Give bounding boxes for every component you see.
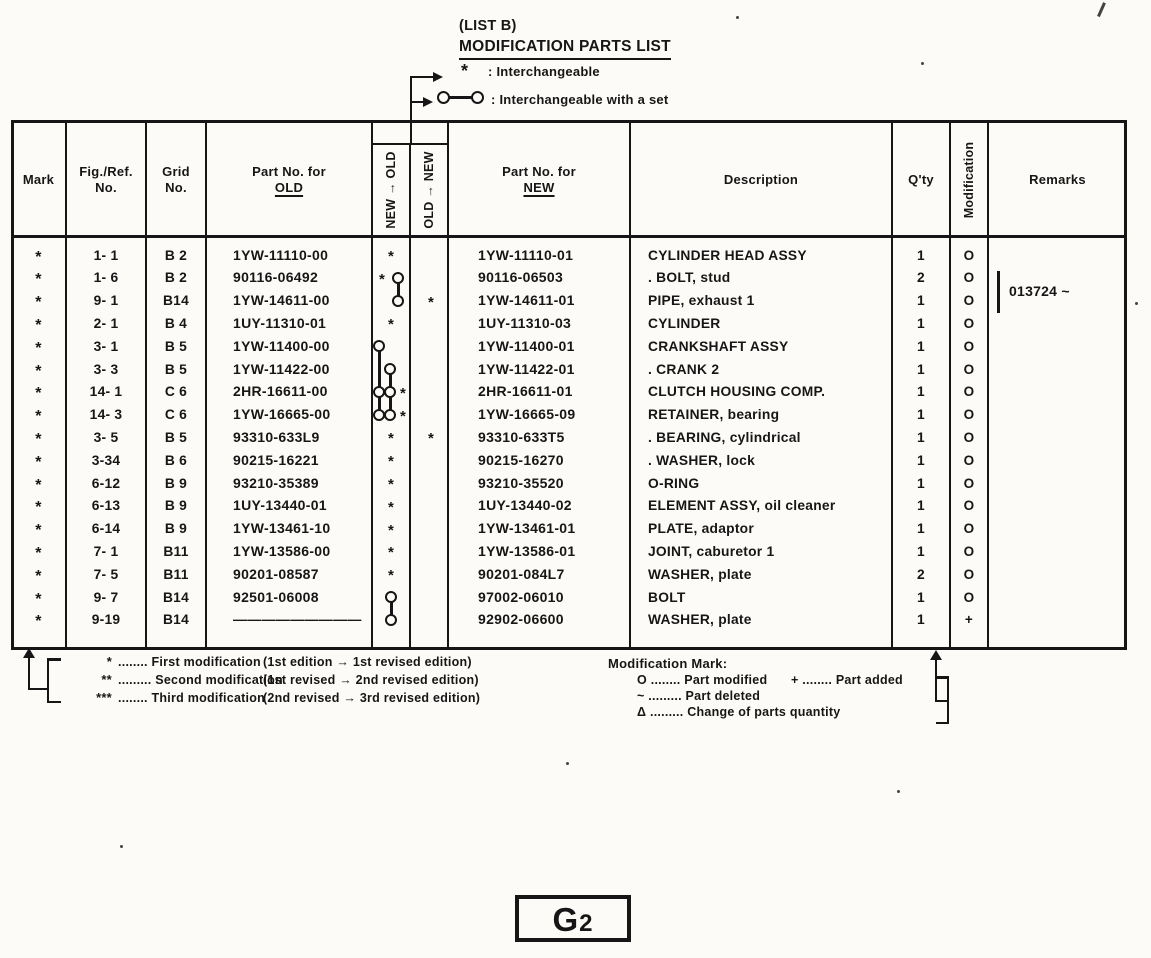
modification-mark-heading: Modification Mark: [608, 656, 728, 671]
legend-connector-line [410, 101, 424, 104]
table-row [11, 335, 1127, 358]
cell-fig-ref: 9- 7 [93, 589, 119, 605]
set-link-icon [449, 96, 473, 99]
interchange-circle-icon [373, 340, 385, 352]
cell-mark: * [35, 431, 42, 448]
table-row [11, 358, 1127, 381]
cell-mark: * [35, 317, 42, 334]
scan-mark [1097, 2, 1105, 17]
cell-mark: * [35, 294, 42, 312]
cell-old-part: 2HR-16611-00 [233, 383, 328, 400]
cell-mod: O [963, 498, 975, 514]
cell-desc: JOINT, caburetor 1 [648, 544, 775, 559]
cell-new-part: 93210-35520 [478, 474, 564, 491]
col-header-description: Description [723, 172, 799, 187]
cell-new-part: 1UY-13440-02 [478, 497, 572, 514]
cell-mark: * [35, 522, 42, 540]
remarks-note: 013724 ~ [1009, 283, 1070, 299]
interchange-asterisk-icon: * [387, 476, 395, 494]
cell-qty: 1 [917, 384, 925, 400]
cell-fig-ref: 1- 6 [93, 270, 119, 286]
mod-mark-label: Part modified [684, 673, 768, 687]
cell-mark: * [35, 545, 42, 562]
scan-mark [120, 845, 123, 848]
col-header-fig-ref [66, 164, 146, 196]
table-row [11, 586, 1127, 609]
interchangeable-set-label: : Interchangeable with a set [491, 92, 669, 107]
footnote-bracket [47, 658, 50, 703]
table-row [11, 517, 1127, 540]
cell-qty: 1 [917, 544, 925, 559]
scan-mark [1135, 302, 1138, 305]
interchange-circle-icon [392, 295, 404, 307]
interchange-asterisk-icon: * [387, 521, 395, 539]
cell-old-part: 1YW-13586-00 [233, 543, 331, 559]
cell-mark: * [35, 385, 42, 403]
interchange-asterisk-icon: * [427, 430, 435, 448]
legend-arrow-icon [423, 97, 433, 107]
interchange-circle-icon [384, 409, 396, 421]
cell-mod: O [963, 589, 975, 605]
cell-old-part: 92501-06008 [233, 588, 319, 605]
interchange-circle-icon [384, 363, 396, 375]
cell-mark: * [35, 453, 42, 471]
interchange-asterisk-icon: * [387, 316, 395, 334]
cell-desc: CYLINDER [648, 316, 721, 331]
cell-new-part: 1YW-11110-01 [478, 246, 574, 263]
cell-fig-ref: 6-14 [91, 521, 121, 537]
asterisk-legend-detail: (1st revised → 2nd revised edition) [263, 673, 479, 687]
col-header-grid-line2: No. [165, 180, 187, 195]
cell-desc: CRANKSHAFT ASSY [648, 338, 789, 354]
cell-mark: * [35, 476, 42, 494]
cell-fig-ref: 3-34 [91, 452, 121, 468]
col-header-grid [146, 164, 206, 196]
cell-desc: . BOLT, stud [648, 270, 731, 286]
cell-new-part: 1YW-11400-01 [478, 337, 575, 354]
cell-grid: B 9 [164, 521, 188, 537]
cell-new-part: 1YW-16665-09 [478, 406, 576, 423]
cell-qty: 1 [917, 430, 925, 445]
cell-qty: 1 [917, 407, 925, 423]
cell-new-part: 1UY-11310-03 [478, 315, 572, 331]
table-row [11, 403, 1127, 426]
cell-old-part: 90201-08587 [233, 565, 319, 582]
arrow-columns-top-line [371, 143, 449, 145]
scan-mark [897, 790, 900, 793]
legend-connector-line [410, 77, 413, 143]
cell-grid: B 2 [164, 247, 188, 263]
asterisk-legend-detail: (1st edition → 1st revised edition) [263, 655, 472, 669]
cell-new-part: 1YW-14611-01 [478, 292, 575, 309]
table-row [11, 608, 1127, 631]
table-header-separator [11, 235, 1127, 238]
interchange-circle-icon [392, 272, 404, 284]
asterisk-legend-label: Second modification [155, 673, 283, 687]
cell-mark: * [35, 248, 42, 266]
table-row [11, 472, 1127, 495]
cell-desc: BOLT [648, 589, 686, 605]
cell-qty: 1 [917, 293, 925, 309]
cell-mod: O [963, 475, 975, 491]
cell-mod: + [964, 612, 974, 628]
interchange-asterisk-icon: * [387, 430, 395, 448]
cell-fig-ref: 9- 1 [93, 293, 119, 309]
page-title: MODIFICATION PARTS LIST [459, 38, 671, 60]
leader-dots: ........ [118, 655, 148, 669]
cell-mod: O [963, 384, 975, 400]
mod-mark-symbol: O [637, 673, 647, 687]
cell-qty: 1 [917, 521, 925, 537]
cell-old-part: 90116-06492 [233, 269, 319, 286]
cell-desc: CLUTCH HOUSING COMP. [648, 384, 826, 400]
cell-grid: B11 [163, 544, 189, 559]
footnote-connector-line [28, 656, 31, 690]
table-row [11, 426, 1127, 449]
cell-old-part: 1YW-14611-00 [233, 292, 330, 309]
cell-fig-ref: 3- 1 [93, 338, 119, 354]
asterisk-legend-symbol: ** [101, 672, 112, 687]
asterisk-legend-label: First modification [151, 655, 261, 669]
remarks-bracket [997, 271, 1000, 313]
col-header-new-part [448, 164, 630, 196]
cell-new-part: 97002-06010 [478, 588, 564, 605]
cell-desc: PIPE, exhaust 1 [648, 293, 755, 309]
cell-qty: 2 [917, 566, 925, 582]
set-link-icon [471, 91, 484, 104]
cell-desc: . BEARING, cylindrical [648, 430, 801, 445]
cell-qty: 1 [917, 338, 925, 354]
cell-mod: O [963, 452, 975, 468]
col-header-new-part-line1: Part No. for [502, 164, 576, 179]
interchange-asterisk-icon: * [387, 248, 395, 266]
cell-grid: B 9 [164, 475, 188, 491]
col-header-fig-ref-line2: No. [95, 180, 117, 195]
cell-old-part: 1YW-13461-10 [233, 520, 331, 537]
cell-old-part: 90215-16221 [233, 451, 319, 468]
interchange-asterisk-icon: * [387, 453, 395, 471]
cell-old-part: 1YW-11110-00 [233, 246, 329, 263]
cell-old-part: 93210-35389 [233, 474, 319, 491]
cell-grid: B 5 [164, 430, 188, 445]
cell-fig-ref: 3- 5 [93, 430, 119, 445]
col-header-remarks: Remarks [1029, 172, 1086, 187]
col-header-old-part-line1: Part No. for [252, 164, 326, 179]
cell-fig-ref: 2- 1 [93, 316, 119, 331]
mod-mark-connector-line [936, 700, 948, 703]
cell-grid: C 6 [164, 407, 188, 423]
cell-desc: . CRANK 2 [648, 361, 720, 377]
cell-new-part: 1YW-13586-01 [478, 543, 576, 559]
col-header-old-part-line2: OLD [274, 180, 304, 195]
cell-desc: ELEMENT ASSY, oil cleaner [648, 498, 836, 514]
cell-old-part: 1YW-16665-00 [233, 406, 331, 423]
cell-fig-ref: 9-19 [91, 612, 121, 628]
asterisk-legend-entry [118, 673, 283, 687]
cell-grid: C 6 [164, 384, 188, 400]
cell-new-part: 1YW-13461-01 [478, 520, 576, 537]
cell-mod: O [963, 247, 975, 263]
table-row [11, 312, 1127, 335]
mod-mark-label: Change of parts quantity [687, 705, 841, 719]
mod-mark-symbol: + [791, 673, 799, 687]
cell-mark: * [35, 613, 42, 631]
cell-desc: WASHER, plate [648, 566, 752, 582]
cell-mod: O [963, 430, 975, 445]
cell-mod: O [963, 566, 975, 582]
cell-old-part: 1YW-11422-00 [233, 360, 330, 377]
modification-mark-entry [637, 689, 760, 703]
table-row [11, 289, 1127, 312]
modification-mark-entry [637, 673, 767, 687]
cell-mark: * [35, 499, 42, 517]
col-header-grid-line1: Grid [162, 164, 190, 179]
cell-desc: PLATE, adaptor [648, 521, 754, 537]
table-row [11, 244, 1127, 267]
cell-fig-ref: 7- 5 [93, 566, 119, 582]
cell-grid: B14 [162, 612, 190, 628]
legend-arrow-icon [433, 72, 443, 82]
col-header-fig-ref-line1: Fig./Ref. [79, 164, 133, 179]
scan-mark [921, 62, 924, 65]
leader-dots: ......... [118, 673, 152, 687]
interchange-circle-icon [385, 591, 397, 603]
cell-mod: O [963, 544, 975, 559]
scan-mark [736, 16, 739, 19]
interchange-circle-icon [385, 614, 397, 626]
cell-qty: 1 [917, 498, 925, 514]
cell-mod: O [963, 270, 975, 286]
col-header-mark: Mark [22, 172, 55, 187]
cell-desc: RETAINER, bearing [648, 407, 780, 423]
cell-mod: O [963, 407, 975, 423]
mod-mark-symbol: Δ [637, 705, 647, 719]
modification-parts-table [11, 120, 1127, 650]
table-row [11, 266, 1127, 289]
leader-dots: ........ [118, 691, 148, 705]
col-header-old-to-new: OLD → NEW [422, 151, 436, 229]
cell-fig-ref: 14- 1 [89, 384, 123, 400]
cell-old-part: 93310-633L9 [233, 429, 320, 445]
cell-grid: B 2 [164, 270, 188, 286]
asterisk-legend-label: Third modification [151, 691, 266, 705]
col-header-new-to-old: NEW → OLD [384, 151, 398, 229]
interchange-circle-icon [384, 386, 396, 398]
mod-mark-symbol: ~ [637, 689, 645, 703]
table-border [11, 120, 1127, 123]
cell-new-part: 90201-084L7 [478, 565, 565, 582]
interchange-asterisk-icon: * [378, 270, 386, 288]
cell-desc: . WASHER, lock [648, 452, 755, 468]
cell-new-part: 1YW-11422-01 [478, 360, 575, 377]
interchange-asterisk-icon: * [387, 498, 395, 516]
cell-desc: CYLINDER HEAD ASSY [648, 247, 807, 263]
col-header-modification: Modification [962, 141, 976, 219]
cell-mark: * [35, 339, 42, 357]
col-header-qty: Q'ty [908, 172, 934, 187]
cell-desc: WASHER, plate [648, 612, 752, 628]
cell-fig-ref: 7- 1 [93, 544, 119, 559]
cell-qty: 1 [917, 475, 925, 491]
leader-dots: ......... [648, 689, 682, 703]
cell-mod: O [963, 521, 975, 537]
asterisk-legend-symbol: *** [96, 690, 112, 705]
cell-mark: * [35, 567, 42, 585]
cell-old-part: 1YW-11400-00 [233, 337, 330, 354]
cell-mark: * [35, 408, 42, 426]
footnote-bracket [47, 658, 61, 661]
page-label: G2 [552, 901, 594, 938]
cell-fig-ref: 6-13 [91, 498, 121, 514]
cell-qty: 1 [917, 316, 925, 331]
cell-old-part: 1UY-11310-01 [233, 315, 327, 331]
table-border [11, 647, 1127, 650]
mod-mark-bracket [936, 676, 949, 679]
cell-old-part: ————————— [233, 611, 362, 628]
interchange-set-link [378, 350, 381, 410]
footnote-bracket [47, 701, 61, 704]
cell-fig-ref: 3- 3 [93, 361, 119, 377]
mod-mark-bracket [936, 722, 949, 725]
mod-mark-label: Part deleted [685, 689, 761, 703]
cell-mod: O [963, 361, 975, 377]
interchange-asterisk-icon: * [387, 567, 395, 585]
interchange-asterisk-icon: * [427, 293, 435, 311]
modification-mark-entry [637, 705, 840, 719]
cell-grid: B 5 [164, 338, 188, 354]
cell-qty: 1 [917, 247, 925, 263]
asterisk-legend-entry [118, 691, 265, 705]
cell-old-part: 1UY-13440-01 [233, 497, 327, 514]
cell-mod: O [963, 316, 975, 331]
mod-mark-arrow-icon [930, 650, 942, 660]
cell-mod: O [963, 293, 975, 309]
cell-qty: 1 [917, 361, 925, 377]
legend-connector-line [410, 76, 434, 79]
cell-mod: O [963, 338, 975, 354]
asterisk-legend-entry [118, 655, 261, 669]
table-row [11, 540, 1127, 563]
cell-qty: 2 [917, 270, 925, 286]
cell-qty: 1 [917, 452, 925, 468]
mod-mark-label: Part added [835, 673, 903, 687]
table-row [11, 563, 1127, 586]
cell-fig-ref: 1- 1 [93, 247, 119, 263]
cell-mark: * [35, 362, 42, 380]
mod-mark-connector-line [935, 658, 938, 702]
scan-mark [566, 762, 569, 765]
cell-mark: * [35, 590, 42, 608]
cell-grid: B 5 [164, 361, 188, 377]
asterisk-legend-detail: (2nd revised → 3rd revised edition) [263, 691, 481, 705]
cell-qty: 1 [917, 612, 925, 628]
interchange-asterisk-icon: * [399, 407, 407, 425]
cell-qty: 1 [917, 589, 925, 605]
asterisk-legend-symbol: * [106, 654, 112, 669]
cell-grid: B 9 [164, 498, 188, 514]
leader-dots: ........ [802, 673, 833, 687]
cell-fig-ref: 14- 3 [89, 407, 123, 423]
cell-grid: B 4 [164, 316, 188, 331]
cell-new-part: 92902-06600 [478, 611, 564, 628]
cell-new-part: 90116-06503 [478, 269, 564, 286]
leader-dots: ......... [649, 705, 684, 719]
cell-new-part: 93310-633T5 [478, 429, 565, 445]
cell-new-part: 2HR-16611-01 [478, 383, 573, 400]
table-row [11, 380, 1127, 403]
leader-dots: ........ [650, 673, 681, 687]
modification-mark-entry [791, 673, 903, 687]
interchangeable-asterisk-icon: * [461, 61, 469, 81]
interchange-asterisk-icon: * [399, 384, 407, 402]
cell-grid: B 6 [164, 452, 188, 468]
cell-mark: * [35, 271, 42, 289]
table-row [11, 449, 1127, 472]
cell-new-part: 90215-16270 [478, 451, 564, 468]
list-label: (LIST B) [459, 18, 517, 34]
cell-grid: B14 [162, 293, 190, 309]
interchange-asterisk-icon: * [387, 544, 395, 562]
page-label-box [515, 895, 631, 942]
cell-desc: O-RING [648, 475, 700, 491]
table-row [11, 494, 1127, 517]
interchangeable-label: : Interchangeable [488, 64, 600, 79]
col-header-old-part [206, 164, 372, 196]
cell-fig-ref: 6-12 [91, 475, 121, 491]
cell-grid: B11 [163, 566, 189, 582]
cell-grid: B14 [162, 589, 190, 605]
col-header-new-part-line2: NEW [523, 180, 555, 195]
